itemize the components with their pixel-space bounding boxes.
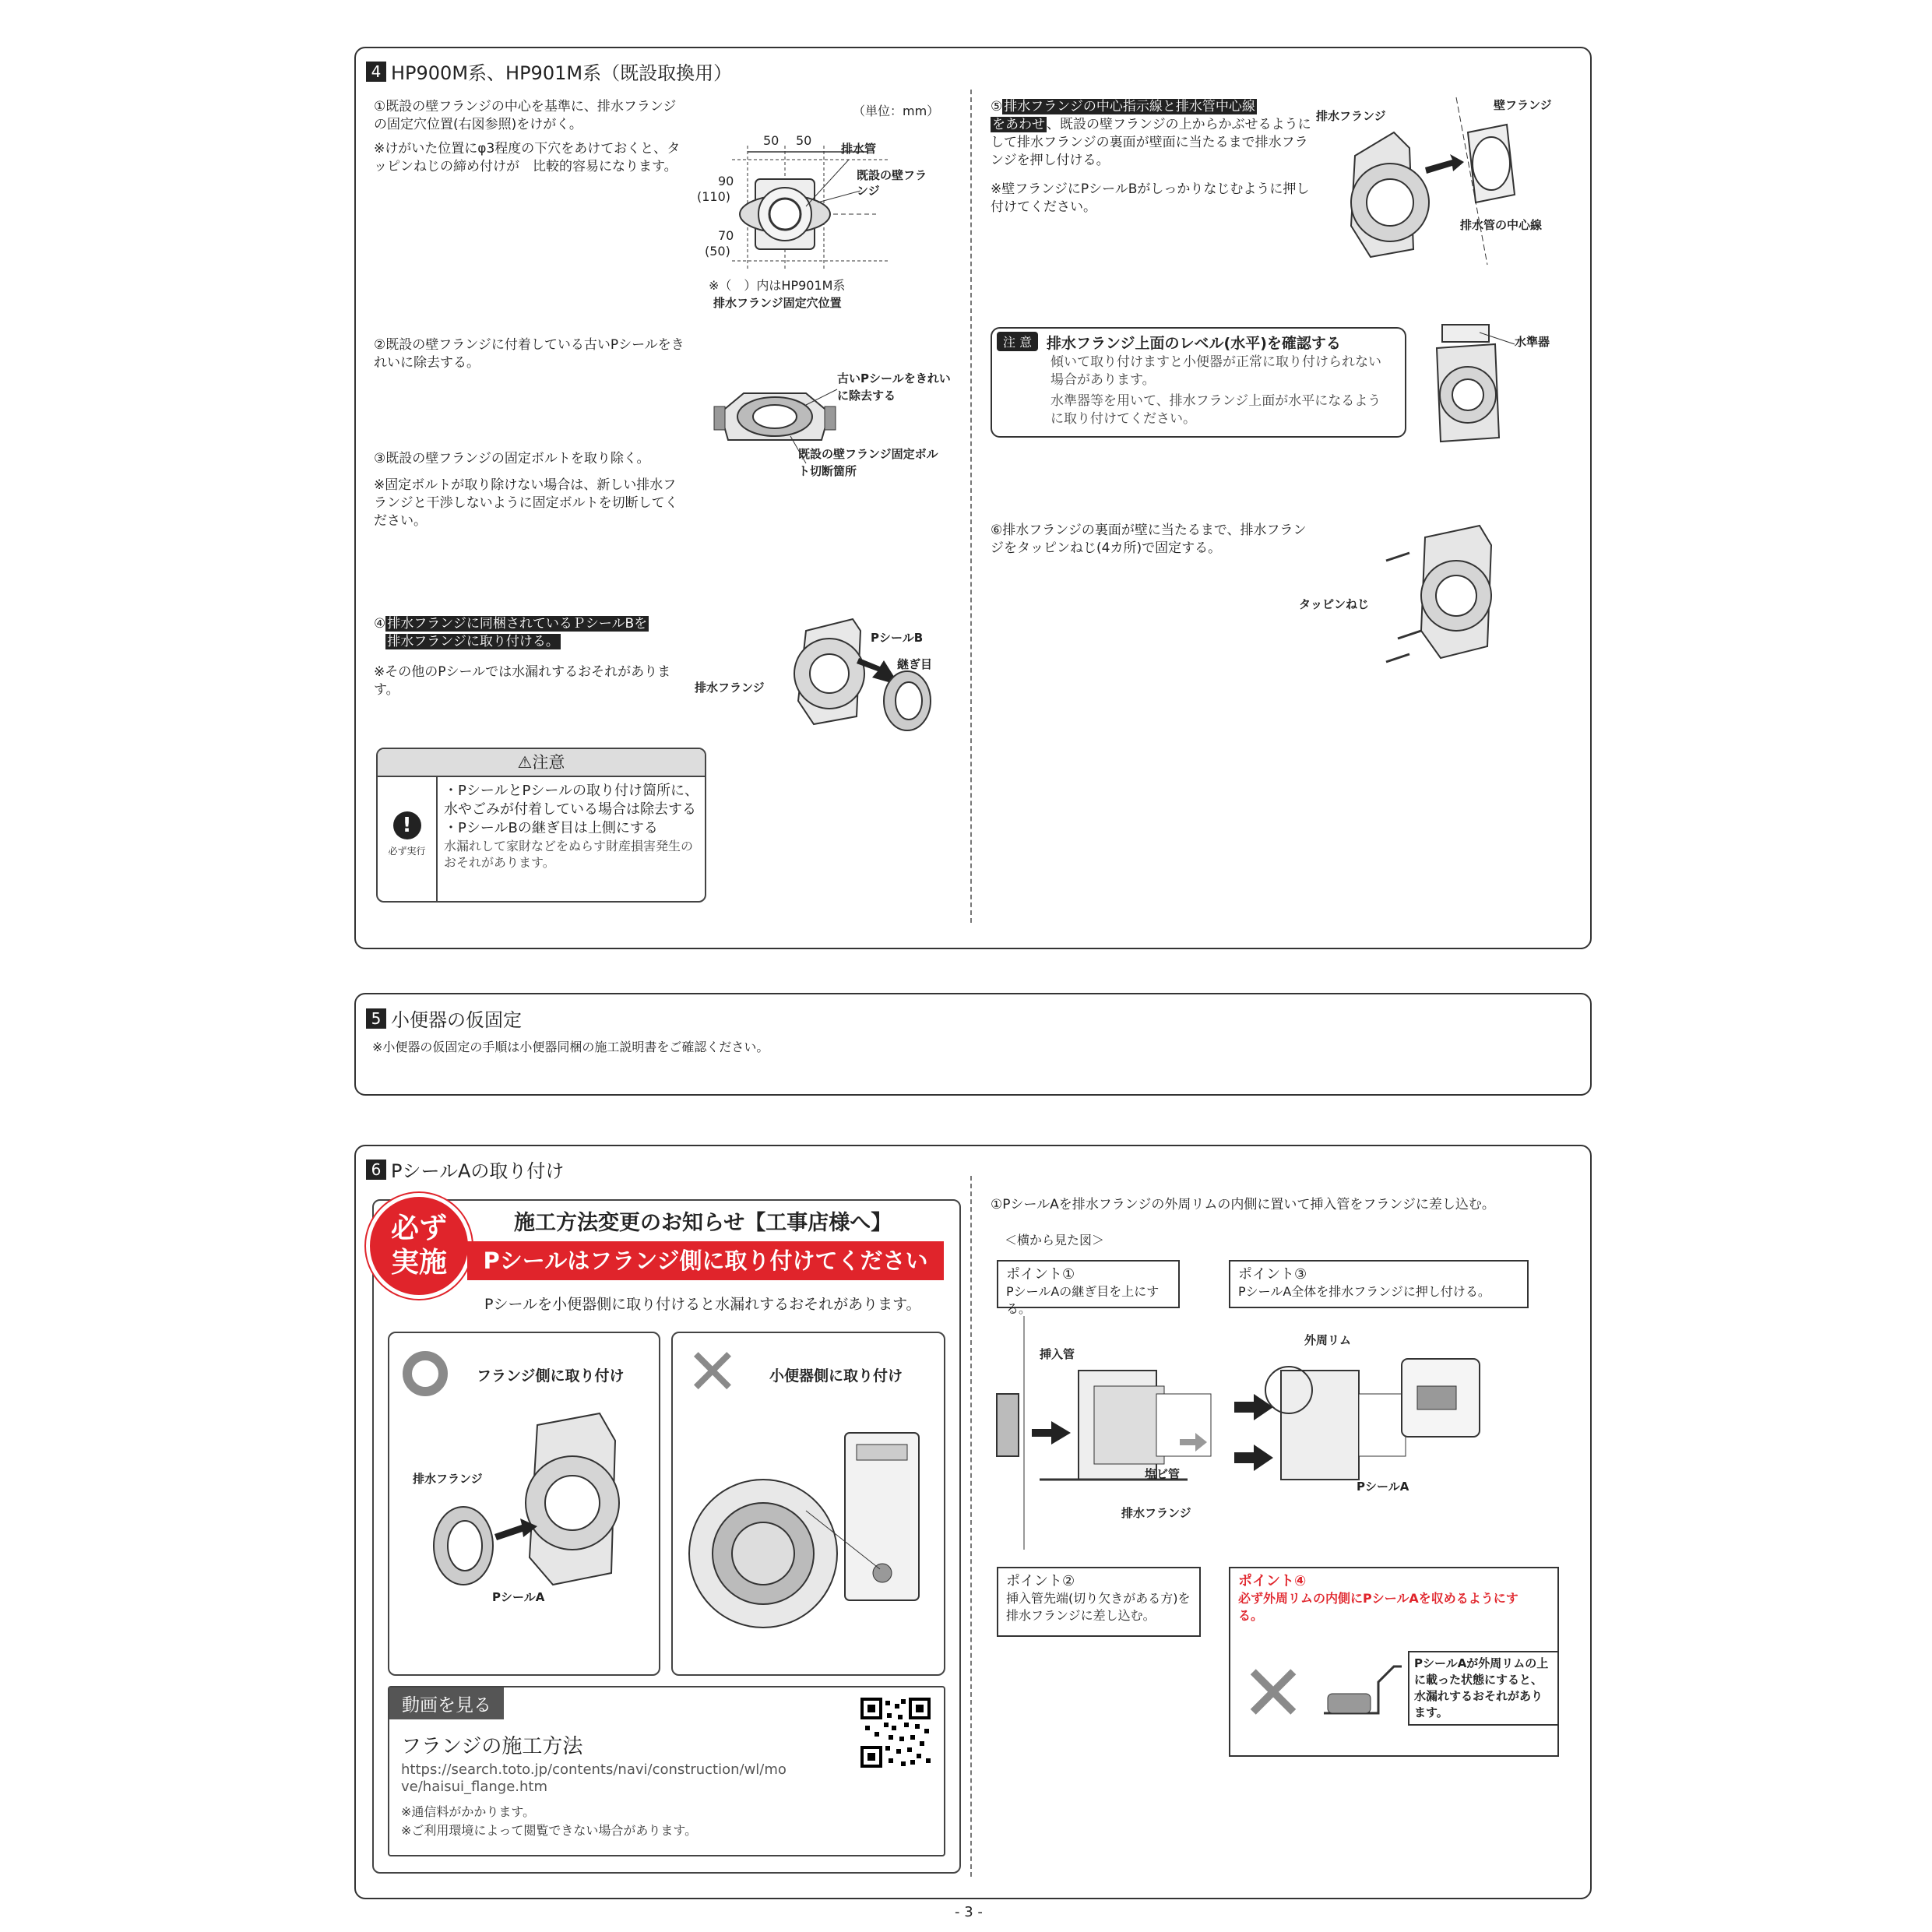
section-6-step-1: ①PシールAを排水フランジの外周リムの内側に置いて挿入管をフランジに差し込む。	[991, 1197, 1495, 1212]
warning-triangle-icon: ⚠	[517, 753, 533, 772]
section-5-title: 5 小便器の仮固定	[366, 1005, 522, 1032]
step-4-highlight-1: 排水フランジに同梱されているＰシールBを	[387, 616, 648, 632]
dim-70: 70	[718, 228, 734, 243]
label-drain-flange-side: 排水フランジ	[1121, 1506, 1191, 1520]
qr-code-icon[interactable]	[860, 1698, 931, 1768]
step-1-note: ※けがいた位置にφ3程度の下穴をあけておくと、タッピンねじの締め付けが 比較的容易になります。	[374, 141, 681, 174]
p-seal-b-illustration	[783, 615, 954, 755]
label-p-seal-b: PシールB	[871, 631, 924, 645]
notice-body-2: 水準器等を用いて、排水フランジ上面が水平になるように取り付けてください。	[1050, 393, 1381, 427]
step-4-note: ※その他のPシールでは水漏れするおそれがあります。	[374, 664, 671, 698]
label-seam: 継ぎ目	[897, 657, 933, 671]
notice-badge: 注 意	[997, 332, 1038, 351]
video-note-2: ※ご利用環境によって閲覧できない場合があります。	[401, 1823, 698, 1838]
side-view-label: ＜横から見た図＞	[1005, 1233, 1105, 1248]
label-wall-flange: 壁フランジ	[1494, 98, 1552, 112]
unit-label: （単位：mm）	[853, 104, 940, 118]
caution-table	[376, 748, 706, 903]
level-notice-box	[991, 327, 1406, 438]
step-1-text: ①既設の壁フランジの中心を基準に、排水フランジの固定穴位置(右図参照)をけがく。	[374, 99, 677, 132]
label-bolt-cut-point: 既設の壁フランジ固定ボルト切断箇所	[798, 447, 938, 478]
tapping-screw-illustration	[1386, 522, 1511, 677]
point-4-ng-cross-icon: ✕	[1240, 1648, 1306, 1739]
dim-110: (110)	[697, 189, 731, 204]
step-5-highlight-2: をあわせ	[992, 117, 1045, 132]
video-url[interactable]: https://search.toto.jp/contents/navi/construction/wl/move/haisui_flange.htm	[401, 1761, 787, 1795]
notice-body-1: 傾いて取り付けますと小便器が正常に取り付けられない場合があります。	[1050, 354, 1381, 388]
label-drain-flange-step5: 排水フランジ	[1316, 109, 1386, 123]
label-p-seal-a-ok: PシールA	[492, 1590, 545, 1604]
label-tapping-screw: タッピンねじ	[1299, 597, 1370, 611]
video-note-1: ※通信料がかかります。	[401, 1804, 536, 1819]
video-tag: 動画を見る	[389, 1687, 504, 1719]
ng-label: 小便器側に取り付け	[769, 1367, 903, 1385]
point-4-warning: PシールAが外周リムの上に載った状態にすると、水漏れするおそれがあります。	[1408, 1651, 1559, 1726]
label-drain-flange-ok: 排水フランジ	[413, 1472, 483, 1486]
step-2-text: ②既設の壁フランジに付着している古いPシールをきれいに除去する。	[374, 337, 684, 371]
step-6-text: ⑥排水フランジの裏面が壁に当たるまで、排水フランジをタッピンねじ(4カ所)で固定する。	[991, 523, 1307, 556]
step-4-text: ④ 排水フランジに同梱されているＰシールBを 排水フランジに取り付ける。	[374, 616, 648, 649]
ok-circle-icon	[403, 1351, 448, 1396]
fig1-caption: 排水フランジ固定穴位置	[713, 296, 842, 310]
section-6-divider	[970, 1176, 972, 1877]
dim-90: 90	[718, 174, 734, 188]
caution-body: ・PシールとPシールの取り付け箇所に、水やごみが付着している場合は除去する ・PシールBの継ぎ目は上側にする 水漏れして家財などをぬらす財産損害発生のおそれがあります。	[444, 783, 699, 870]
point-1-box: ポイント① PシールAの継ぎ目を上にする。	[997, 1260, 1180, 1308]
label-insertion-pipe: 挿入管	[1040, 1347, 1075, 1361]
point-2-box: ポイント② 挿入管先端(切り欠きがある方)を排水フランジに差し込む。	[997, 1567, 1201, 1637]
level-tool-illustration	[1425, 321, 1511, 445]
step-3-note: ※固定ボルトが取り除けない場合は、新しい排水フランジと干渉しないように固定ボルトを切断してください。	[374, 477, 678, 529]
step-3-text: ③既設の壁フランジの固定ボルトを取り除く。	[374, 451, 650, 466]
label-drain-flange-step4: 排水フランジ	[695, 681, 765, 695]
label-remove-old-seal: 古いPシールをきれいに除去する	[837, 371, 951, 403]
must-implement-badge: 必ず実施	[366, 1193, 472, 1299]
step-4-highlight-2: 排水フランジに取り付ける。	[387, 634, 559, 649]
label-existing-wall-flange: 既設の壁フランジ	[857, 168, 927, 198]
section-6-number: 6	[366, 1160, 386, 1180]
step-5-highlight-1: 排水フランジの中心指示線と排水管中心線	[1004, 99, 1255, 114]
flange-side-seal-illustration	[421, 1409, 646, 1604]
section-4-title: 4 HP900M系、HP901M系（既設取換用）	[366, 58, 732, 85]
section-6-title: 6 PシールAの取り付け	[366, 1156, 564, 1183]
label-pipe-centerline: 排水管の中心線	[1460, 218, 1543, 232]
point-3-box: ポイント③ PシールA全体を排水フランジに押し付ける。	[1229, 1260, 1529, 1308]
section-4-number: 4	[366, 62, 386, 82]
dim-50-b: 50	[796, 133, 812, 148]
section-5-number: 5	[366, 1008, 386, 1029]
dim-50-c: (50)	[705, 244, 730, 259]
section-5-note: ※小便器の仮固定の手順は小便器同梱の施工説明書をご確認ください。	[372, 1040, 769, 1054]
label-level-tool: 水準器	[1515, 335, 1550, 349]
ok-label: フランジ側に取り付け	[477, 1367, 625, 1385]
dim-50-a: 50	[763, 133, 779, 148]
announcement-title: 施工方法変更のお知らせ【工事店様へ】	[514, 1211, 892, 1235]
step-5-note: ※壁フランジにPシールBがしっかりなじむように押し付けてください。	[991, 181, 1310, 215]
red-banner: Pシールはフランジ側に取り付けてください	[467, 1241, 944, 1280]
caution-header: ⚠注意	[378, 749, 705, 777]
step-5-text: ⑤ 排水フランジの中心指示線と排水管中心線 をあわせ 、既設の壁フランジの上からかぶせるようにして排水フランジの裏面が壁面に当たるまで排水フランジを押し付ける。	[991, 99, 1311, 168]
warning-line: Pシールを小便器側に取り付けると水漏れするおそれがあります。	[484, 1296, 921, 1313]
label-drain-pipe: 排水管	[841, 142, 877, 156]
caution-icon-cell: ! 必ず実行	[378, 777, 438, 901]
notice-title: 排水フランジ上面のレベル(水平)を確認する	[1047, 335, 1341, 352]
section-4-divider	[970, 90, 972, 923]
urinal-side-seal-illustration	[689, 1433, 931, 1651]
label-outer-rim: 外周リム	[1304, 1333, 1352, 1347]
ng-cross-icon: ✕	[685, 1336, 740, 1409]
page-number: - 3 -	[955, 1904, 983, 1920]
label-pvc-pipe: 塩ビ管	[1145, 1467, 1181, 1481]
label-p-seal-a-side: PシールA	[1357, 1480, 1409, 1494]
seal-on-rim-illustration	[1320, 1659, 1406, 1729]
point-4-box: ポイント④ 必ず外周リムの内側にPシールAを収めるようにする。	[1229, 1567, 1559, 1757]
video-title: フランジの施工方法	[401, 1735, 583, 1758]
must-do-icon: !	[393, 811, 421, 839]
fig1-note: ※（ ）内はHP901M系	[709, 278, 846, 293]
